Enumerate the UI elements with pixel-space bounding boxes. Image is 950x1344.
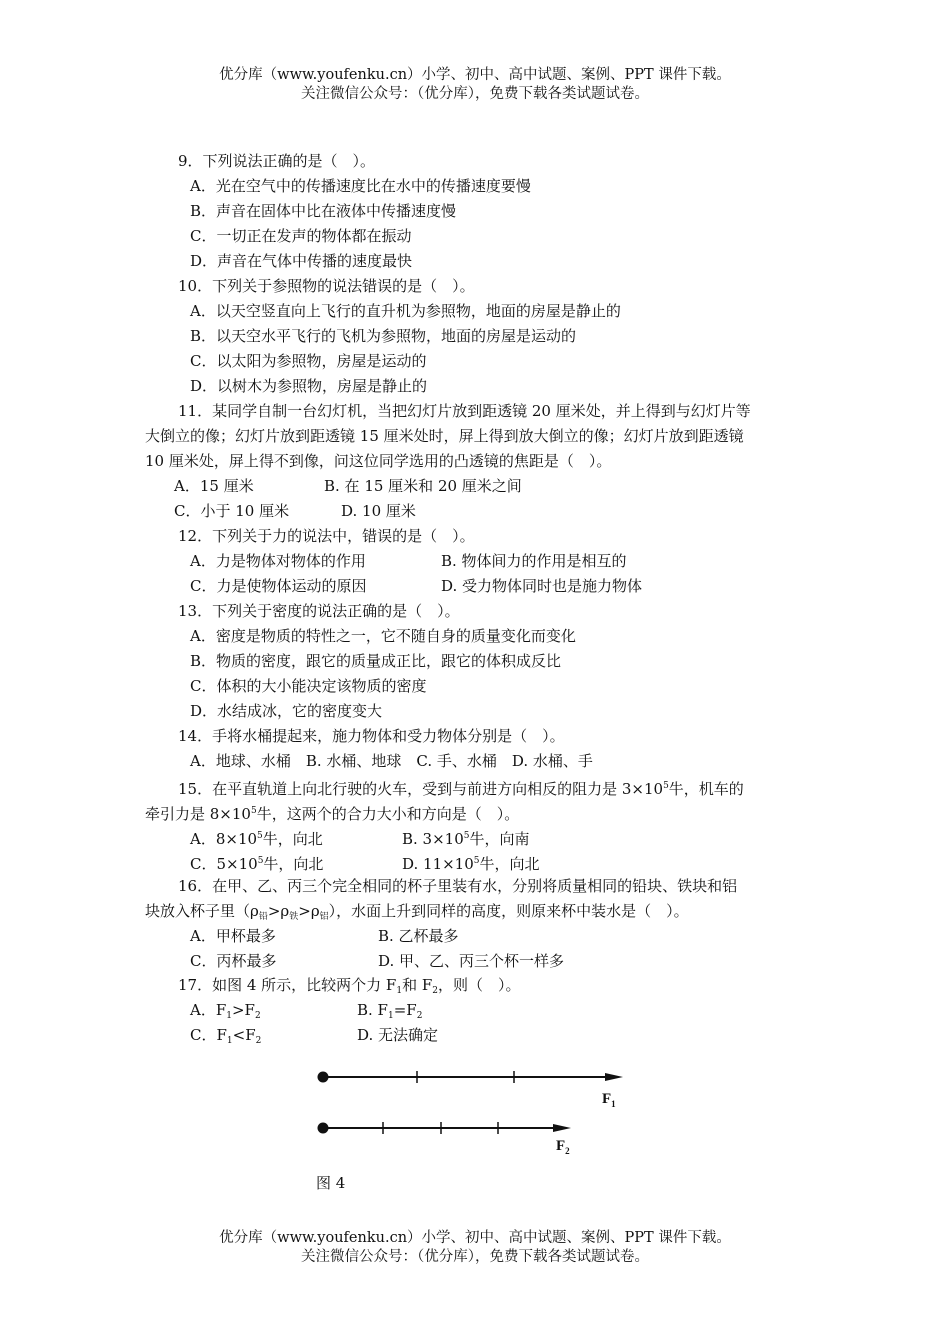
q12-option-d: D. 受力物体同时也是施力物体 — [441, 577, 643, 595]
q16-option-a: A．甲杯最多 — [190, 927, 276, 945]
q15-option-a — [190, 826, 323, 849]
f2-label: $F_2$ — [556, 1138, 570, 1156]
q11-option-d: D. 10 厘米 — [341, 502, 416, 520]
q11-stem-line-2: 大倒立的像；幻灯片放到距透镜 15 厘米处时，屏上得到放大倒立的像；幻灯片放到距透镜 — [145, 427, 744, 445]
q17-option-c — [190, 1025, 261, 1051]
q15-line2-exponent: 5 — [250, 806, 257, 816]
q9-option-d: D．声音在气体中传播的速度最快 — [190, 252, 413, 270]
q17-a-sub-2: 2 — [254, 1011, 261, 1021]
q15-line1-text: 15．在平直轨道上向北行驶的火车，受到与前进方向相反的阻力是 3×10 — [178, 780, 664, 798]
q16-sub-lead: 铅 — [258, 912, 268, 922]
header-line-1: 优分库（www.youfenku.cn）小学、初中、高中试题、案例、PPT 课件下载。 — [219, 67, 731, 83]
q13-option-b: B．物质的密度，跟它的质量成正比，跟它的体积成反比 — [190, 652, 562, 670]
q15-option-b — [402, 826, 530, 849]
header-line-2: 关注微信公众号：（优分库），免费下载各类试题试卷。 — [301, 86, 649, 102]
q15-b-exponent: 5 — [463, 831, 470, 841]
q12-option-c: C．力是使物体运动的原因 — [190, 577, 367, 595]
q17-a-op: >F — [231, 1001, 255, 1019]
q13-option-a: A．密度是物质的特性之一，它不随自身的质量变化而变化 — [190, 627, 576, 645]
q10-option-b: B．以天空水平飞行的飞机为参照物，地面的房屋是运动的 — [190, 327, 577, 345]
q12-option-a: A．力是物体对物体的作用 — [190, 552, 366, 570]
figure-4-force-diagram — [305, 1058, 645, 1193]
q10-option-c: C．以太阳为参照物，房屋是运动的 — [190, 352, 427, 370]
q15-stem-line-1 — [178, 776, 744, 799]
q17-c-op: <F — [232, 1026, 256, 1044]
q17-a-sub-1: 1 — [226, 1011, 232, 1021]
q10-stem: 10．下列关于参照物的说法错误的是（ ）。 — [178, 277, 475, 295]
q12-stem: 12．下列关于力的说法中，错误的是（ ）。 — [178, 527, 475, 545]
q17-option-a — [190, 1000, 261, 1026]
q16-option-d: D. 甲、乙、丙三个杯一样多 — [378, 952, 565, 970]
q15-line2-text: 牵引力是 8×10 — [145, 805, 251, 823]
q11-option-a: A．15 厘米 — [174, 477, 254, 495]
q16-compare-2: >ρ — [298, 902, 320, 920]
f1-arrowhead — [605, 1073, 623, 1081]
q9-stem: 9．下列说法正确的是（ ）。 — [178, 152, 376, 170]
q17-a-f: A．F — [190, 1001, 227, 1019]
figure-4-caption: 图 4 — [316, 1174, 346, 1192]
q13-option-d: D．水结成冰，它的密度变大 — [190, 702, 383, 720]
q17-c-sub-1: 1 — [226, 1036, 233, 1046]
q15-option-d — [402, 851, 540, 874]
q16-stem-line-2 — [145, 901, 689, 927]
q15-c-exponent: 5 — [257, 856, 264, 866]
f2-arrowhead — [553, 1124, 571, 1132]
q15-d-value: D. 11×10 — [402, 855, 474, 873]
q15-c-value: C．5×10 — [190, 855, 258, 873]
q17-b-sub-1: 1 — [387, 1011, 394, 1021]
q17-stem-text: 17．如图 4 所示，比较两个力 F — [178, 976, 397, 994]
q16-compare-1: >ρ — [267, 902, 290, 920]
q17-stem-sub-2: 2 — [432, 986, 438, 996]
q11-stem-line-3: 10 厘米处，屏上得不到像，问这位同学选用的凸透镜的焦距是（ ）。 — [145, 452, 612, 470]
q15-a-exponent: 5 — [257, 831, 263, 841]
q16-stem-line-1: 16．在甲、乙、丙三个完全相同的杯子里装有水，分别将质量相同的铅块、铁块和铝 — [178, 877, 738, 895]
q15-option-c — [190, 851, 323, 874]
q17-c-f: C．F — [190, 1026, 227, 1044]
q17-b-f: B. F — [357, 1001, 388, 1019]
q16-sub-iron: 铁 — [289, 912, 299, 922]
q10-option-a: A．以天空竖直向上飞行的直升机为参照物，地面的房屋是静止的 — [190, 302, 621, 320]
page-footer — [0, 1229, 950, 1267]
q15-d-exponent: 5 — [473, 856, 480, 866]
q15-d-unit: 牛，向北 — [479, 855, 540, 873]
q13-stem: 13．下列关于密度的说法正确的是（ ）。 — [178, 602, 460, 620]
footer-line-2: 关注微信公众号：（优分库），免费下载各类试题试卷。 — [301, 1249, 649, 1265]
q15-a-unit: 牛，向北 — [262, 830, 323, 848]
q9-option-c: C．一切正在发声的物体都在振动 — [190, 227, 412, 245]
q16-sub-aluminum: 铝 — [319, 912, 329, 922]
q17-stem-sub-1: 1 — [396, 986, 403, 996]
q17-option-d: D. 无法确定 — [357, 1026, 439, 1044]
q12-option-b: B. 物体间力的作用是相互的 — [441, 552, 627, 570]
q14-stem: 14．手将水桶提起来，施力物体和受力物体分别是（ ）。 — [178, 727, 565, 745]
q16-option-b: B. 乙杯最多 — [378, 927, 459, 945]
q15-line2-tail: 牛，这两个的合力大小和方向是（ ）。 — [256, 805, 520, 823]
q10-option-d: D．以树木为参照物，房屋是静止的 — [190, 377, 428, 395]
q17-c-sub-2: 2 — [255, 1036, 262, 1046]
q16-option-c: C．丙杯最多 — [190, 952, 277, 970]
q11-option-c: C．小于 10 厘米 — [174, 502, 290, 520]
q17-b-sub-2: 2 — [416, 1011, 423, 1021]
q11-stem-line-1: 11．某同学自制一台幻灯机，当把幻灯片放到距透镜 20 厘米处，并上得到与幻灯片等 — [178, 402, 751, 420]
q9-option-b: B．声音在固体中比在液体中传播速度慢 — [190, 202, 457, 220]
q17-option-b — [357, 1000, 422, 1026]
q15-b-value: B. 3×10 — [402, 830, 464, 848]
q15-b-unit: 牛，向南 — [469, 830, 530, 848]
q9-option-a: A．光在空气中的传播速度比在水中的传播速度要慢 — [190, 177, 531, 195]
q11-option-b: B. 在 15 厘米和 20 厘米之间 — [324, 477, 522, 495]
q15-stem-line-2 — [145, 801, 519, 824]
q16-line2-tail: ），水面上升到同样的高度，则原来杯中装水是（ ）。 — [328, 902, 689, 920]
q14-options: A．地球、水桶 B. 水桶、地球 C. 手、水桶 D. 水桶、手 — [190, 752, 593, 770]
footer-line-1: 优分库（www.youfenku.cn）小学、初中、高中试题、案例、PPT 课件下载。 — [219, 1230, 731, 1246]
q17-stem — [178, 975, 521, 1001]
q13-option-c: C．体积的大小能决定该物质的密度 — [190, 677, 427, 695]
page-header — [0, 66, 950, 104]
q15-a-value: A．8×10 — [190, 830, 258, 848]
q17-stem-mid: 和 F — [402, 976, 433, 994]
q15-line1-exponent: 5 — [663, 781, 669, 791]
q16-line2-text: 块放入杯子里（ρ — [145, 902, 259, 920]
q15-c-unit: 牛，向北 — [263, 855, 324, 873]
f1-label: $F_1$ — [602, 1091, 616, 1109]
q17-stem-tail: ，则（ ）。 — [438, 976, 521, 994]
q15-line1-tail: 牛，机车的 — [668, 780, 744, 798]
q17-b-op: =F — [393, 1001, 417, 1019]
